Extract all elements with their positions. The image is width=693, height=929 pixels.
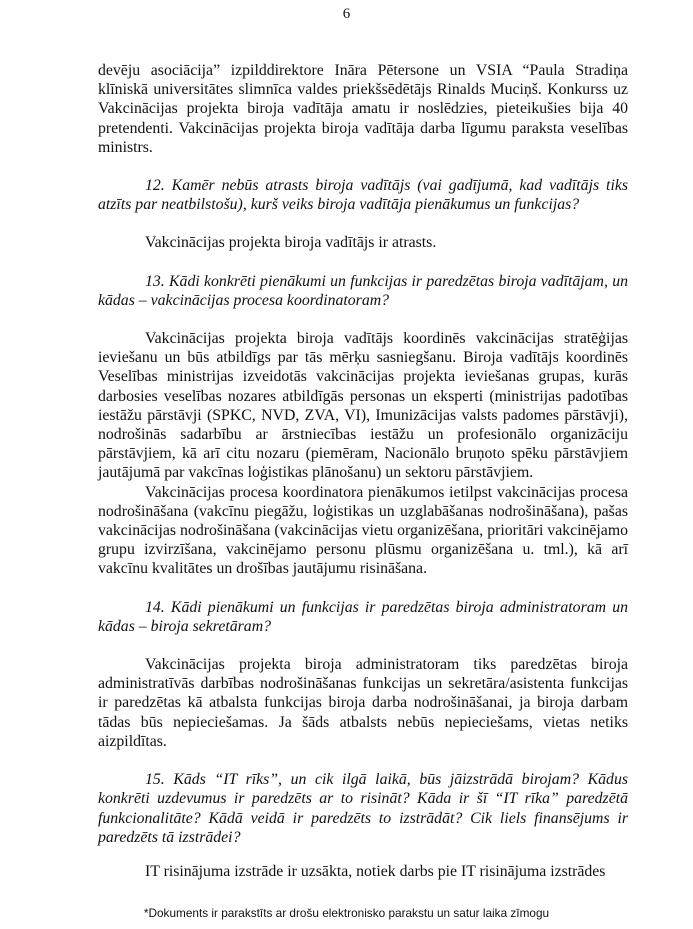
page-number: 6 [342,6,351,22]
answer-13-part-1: Vakcinācijas projekta biroja vadītājs koordinēs vakcinācijas stratēģijas ieviešanu un būs atbildīgs par tās mērķu sasniegšanu. Biroja vadītājs koordinēs Veselības ministrijas izveidotās vakcinācijas projekta ieviešanas grupas, kurās darbosies veselības nozares atbildīgās personas un eksperti (ministrijas padotības iestāžu pārstāvji (SPKC, NVD, ZVA, VI), Imunizācijas valsts padomes pārstāvji), nodrošinās sadarbību ar ārstniecības iestāžu un profesionālo organizāciju pārstāvjiem, kā arī citu nozaru (piemēram, Nacionālo bruņoto spēku pārstāvjiem jautājumā par vakcīnas loģistikas plānošanu) un sektoru pārstāvjiem. [98,330,628,482]
question-15: 15. Kāds “IT rīks”, un cik ilgā laikā, būs jāizstrādā birojam? Kādus konkrēti uzdevumus ir paredzēts ar to risināt? Kāda ir šī “IT rīka” paredzētā funkcionalitāte? Kādā veidā ir paredzēts to izstrādāt? Cik liels finansējums ir paredzēts tā izstrādei? [98,771,628,846]
answer-15: IT risinājuma izstrāde ir uzsākta, notiek darbs pie IT risinājuma izstrādes [145,862,606,880]
paragraph-continuation: devēju asociācija” izpilddirektore Ināra Pētersone un VSIA “Paula Stradiņa klīniskā universitātes slimnīca valdes priekšsēdētājs Rinalds Muciņš. Konkurss uz Vakcinācijas projekta biroja vadītāja amatu ir noslēdzies, pieteikušies bija 40 pretendenti. Vakcinācijas projekta biroja vadītāja darba līgumu paraksta veselības ministrs. [98,62,628,156]
signature-footnote: *Dokuments ir parakstīts ar drošu elektronisko parakstu un satur laika zīmogu [143,906,550,920]
document-body [98,61,628,881]
answer-12: Vakcinācijas projekta biroja vadītājs ir atrasts. [145,234,437,252]
question-12: 12. Kamēr nebūs atrasts biroja vadītājs (vai gadījumā, kad vadītājs tiks atzīts par neatbilstošu), kurš veiks biroja vadītāja pienākumus un funkcijas? [98,177,628,214]
question-14: 14. Kādi pienākumi un funkcijas ir paredzētas biroja administratoram un kādas – biroja sekretāram? [98,598,628,635]
answer-14: Vakcinācijas projekta biroja administratoram tiks paredzētas biroja administratīvās darbības nodrošināšanas funkcijas un sekretāra/asistenta funkcijas ir paredzētas kā atbalsta funkcijas biroja darba nodrošināšanai, ja biroja darbam tādas būs nepieciešamas. Ja šāds atbalsts nebūs nepieciešams, vietas netiks aizpildītas. [98,656,628,750]
answer-13-part-2: Vakcinācijas procesa koordinatora pienākumos ietilpst vakcinācijas procesa nodrošināšana (vakcīnu piegāžu, loģistikas un uzglabāšanas nodrošināšana), pašas vakcinācijas nodrošināšana (vakcinācijas vietu organizēšana, prioritāri vakcinējamo grupu izvirzīšana, vakcinējamo personu plūsmu organizēšana u. tml.), kā arī vakcīnu kvalitātes un drošības jautājumu risināšana. [98,483,629,578]
question-13: 13. Kādi konkrēti pienākumi un funkcijas ir paredzētas biroja vadītājam, un kādas – vakcinācijas procesa koordinatoram? [98,272,628,309]
